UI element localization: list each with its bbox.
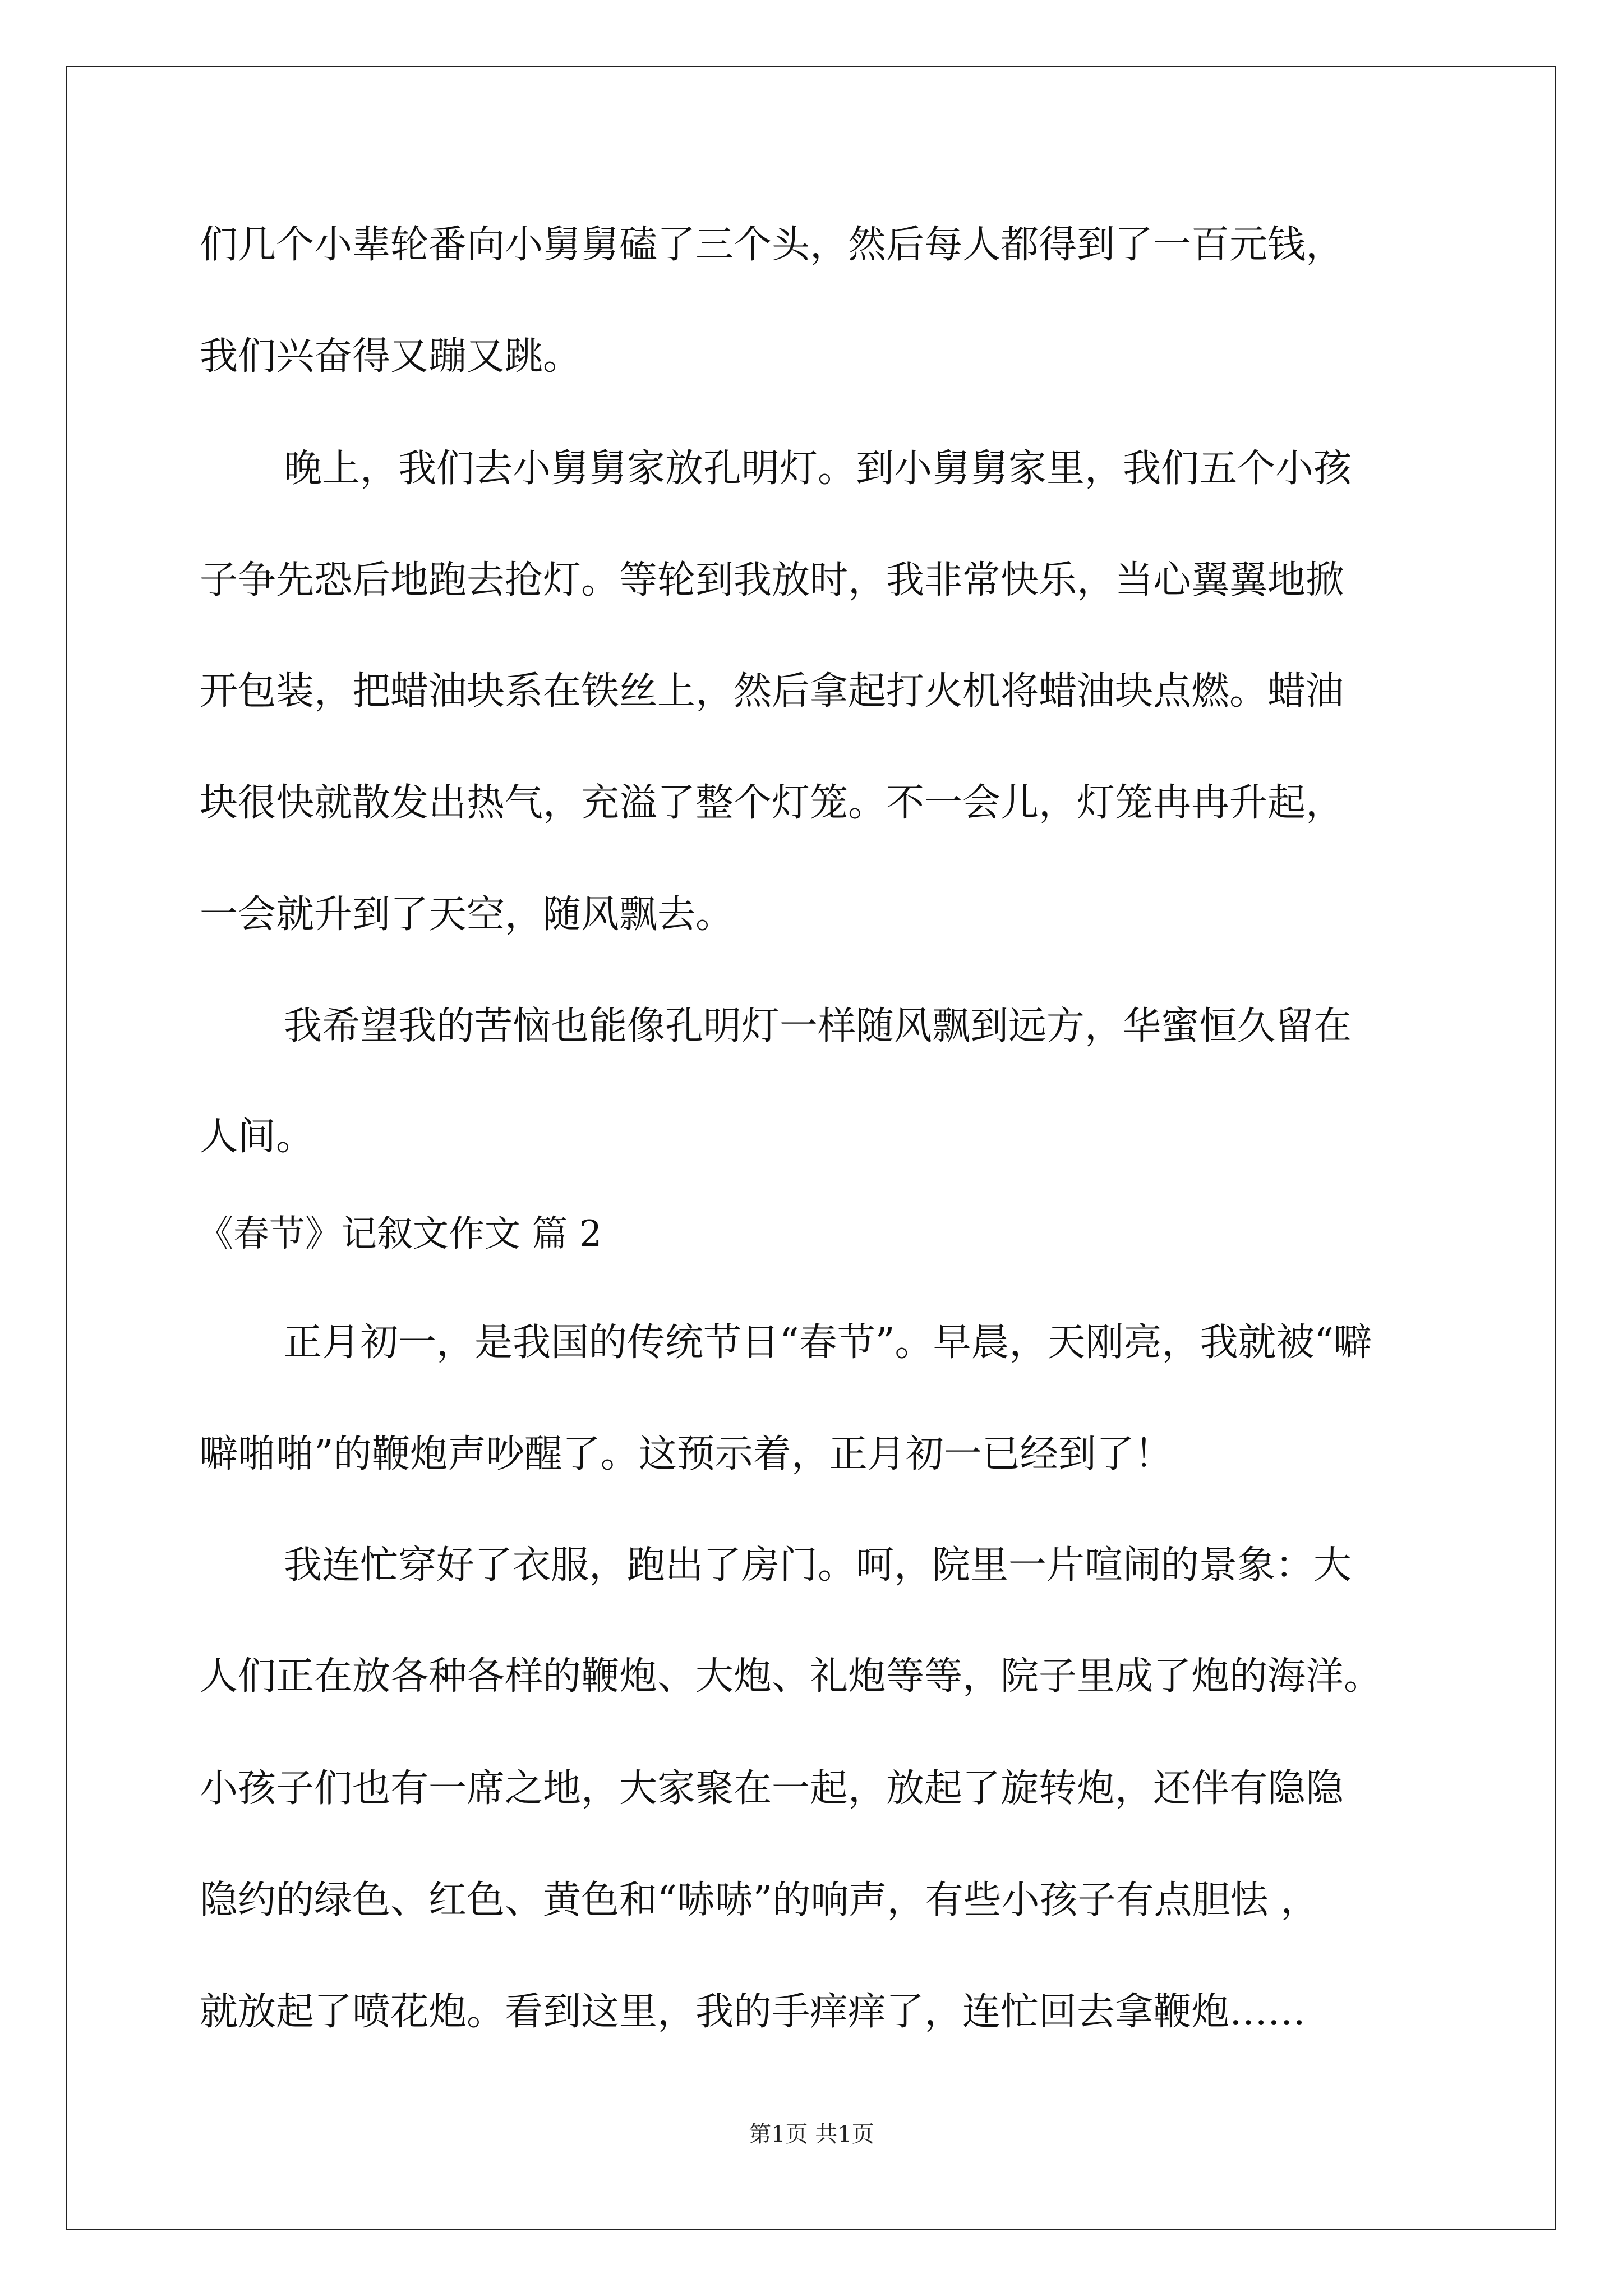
paragraph-line: 人们正在放各种各样的鞭炮、大炮、礼炮等等，院子里成了炮的海洋。 <box>200 1654 1382 1699</box>
paragraph-line: 人间。 <box>200 1115 315 1159</box>
paragraph-line: 子争先恐后地跑去抢灯。等轮到我放时，我非常快乐，当心翼翼地掀 <box>200 558 1344 602</box>
paragraph-line: 开包装，把蜡油块系在铁丝上，然后拿起打火机将蜡油块点燃。蜡油 <box>200 669 1344 714</box>
paragraph-line: 小孩子们也有一席之地，大家聚在一起，放起了旋转炮，还伴有隐隐 <box>200 1766 1344 1811</box>
paragraph-line: 们几个小辈轮番向小舅舅磕了三个头，然后每人都得到了一百元钱， <box>200 223 1344 267</box>
paragraph-line: 正月初一，是我国的传统节日“春节”。早晨，天刚亮，我就被“噼 <box>284 1320 1372 1365</box>
paragraph-line: 噼啪啪”的鞭炮声吵醒了。这预示着，正月初一已经到了！ <box>200 1432 1173 1476</box>
paragraph-line: 就放起了喷花炮。看到这里，我的手痒痒了，连忙回去拿鞭炮…… <box>200 1990 1306 2034</box>
paragraph-line: 块很快就散发出热气，充溢了整个灯笼。不一会儿，灯笼冉冉升起， <box>200 781 1344 825</box>
section-heading: 《春节》记叙文作文 篇 2 <box>197 1213 602 1255</box>
paragraph-line: 我连忙穿好了衣服，跑出了房门。呵，院里一片喧闹的景象：大 <box>284 1543 1352 1588</box>
paragraph-line: 隐约的绿色、红色、黄色和“哧哧”的响声，有些小孩子有点胆怯 ， <box>200 1878 1319 1922</box>
page-number-footer: 第1页 共1页 <box>749 2122 874 2147</box>
paragraph-line: 我希望我的苦恼也能像孔明灯一样随风飘到远方，华蜜恒久留在 <box>284 1004 1352 1048</box>
paragraph-line: 我们兴奋得又蹦又跳。 <box>200 334 582 379</box>
paragraph-line: 晚上，我们去小舅舅家放孔明灯。到小舅舅家里，我们五个小孩 <box>284 447 1352 491</box>
paragraph-line: 一会就升到了天空，随风飘去。 <box>200 892 734 937</box>
